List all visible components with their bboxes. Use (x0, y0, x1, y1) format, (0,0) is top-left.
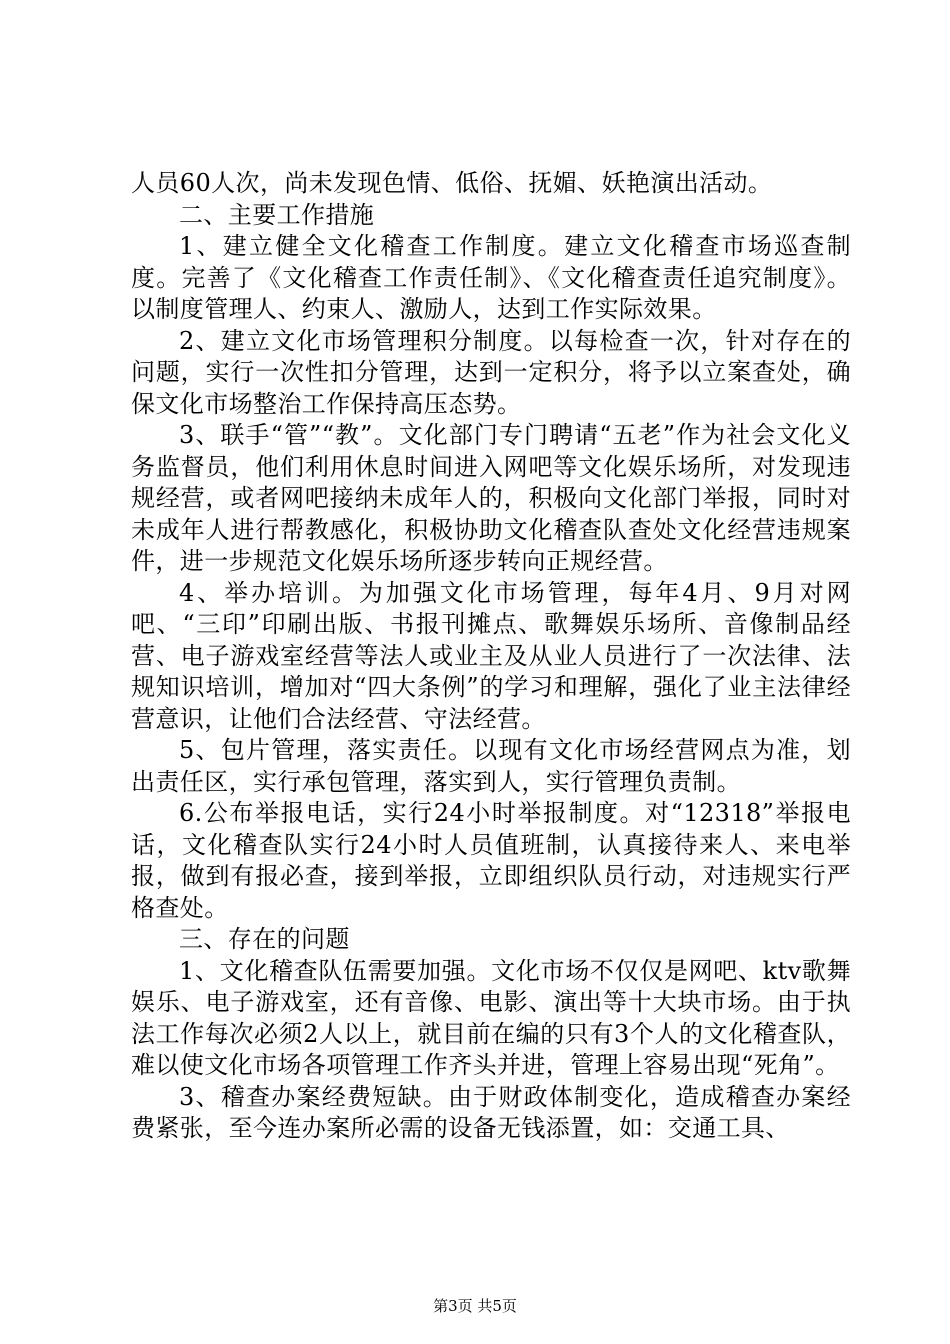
section-heading-measures: 二、主要工作措施 (179, 200, 375, 229)
document-body (131, 168, 851, 1145)
paragraph-problem-3: 3、稽查办案经费短缺。由于财政体制变化，造成稽查办案经费紧张，至今连办案所必需的设备无钱添置，如：交通工具、 (131, 1082, 851, 1142)
paragraph-problem-1: 1、文化稽查队伍需要加强。文化市场不仅仅是网吧、ktv歌舞娱乐、电子游戏室，还有音像、电影、演出等十大块市场。由于执法工作每次必须2人以上，就目前在编的只有3个人的文化稽查队，难以使文化市场各项管理工作齐头并进，管理上容易出现“死角”。 (131, 956, 851, 1079)
section-heading-problems: 三、存在的问题 (179, 925, 350, 953)
paragraph-measure-5: 5、包片管理，落实责任。以现有文化市场经营网点为准，划出责任区，实行承包管理，落实到人，实行管理负责制。 (131, 736, 851, 796)
paragraph-measure-1: 1、建立健全文化稽查工作制度。建立文化稽查市场巡查制度。完善了《文化稽查工作责任制》、《文化稽查责任追究制度》。以制度管理人、约束人、激励人，达到工作实际效果。 (131, 232, 851, 323)
paragraph-measure-3: 3、联手“管”“教”。文化部门专门聘请“五老”作为社会文化义务监督员，他们利用休息时间进入网吧等文化娱乐场所，对发现违规经营，或者网吧接纳未成年人的，积极向文化部门举报，同时对未成年人进行帮教感化，积极协助文化稽查队查处文化经营违规案件，进一步规范文化娱乐场所逐步转向正规经营。 (131, 421, 851, 575)
paragraph-continuation: 人员60人次，尚未发现色情、低俗、抚媚、妖艳演出活动。 (131, 169, 773, 197)
paragraph-measure-4: 4、举办培训。为加强文化市场管理，每年4月、9月对网吧、“三印”印刷出版、书报刊摊点、歌舞娱乐场所、音像制品经营、电子游戏室经营等法人或业主及从业人员进行了一次法律、法规知识培训，增加对“四大条例”的学习和理解，强化了业主法律经营意识，让他们合法经营、守法经营。 (131, 578, 851, 733)
page-footer: 第3页 共5页 (433, 1297, 517, 1315)
paragraph-measure-2: 2、建立文化市场管理积分制度。以每检查一次，针对存在的问题，实行一次性扣分管理，达到一定积分，将予以立案查处，确保文化市场整治工作保持高压态势。 (131, 326, 851, 418)
paragraph-measure-6: 6.公布举报电话，实行24小时举报制度。对“12318”举报电话，文化稽查队实行24小时人员值班制，认真接待来人、来电举报，做到有报必查，接到举报，立即组织队员行动，对违规实行严格查处。 (131, 799, 851, 922)
